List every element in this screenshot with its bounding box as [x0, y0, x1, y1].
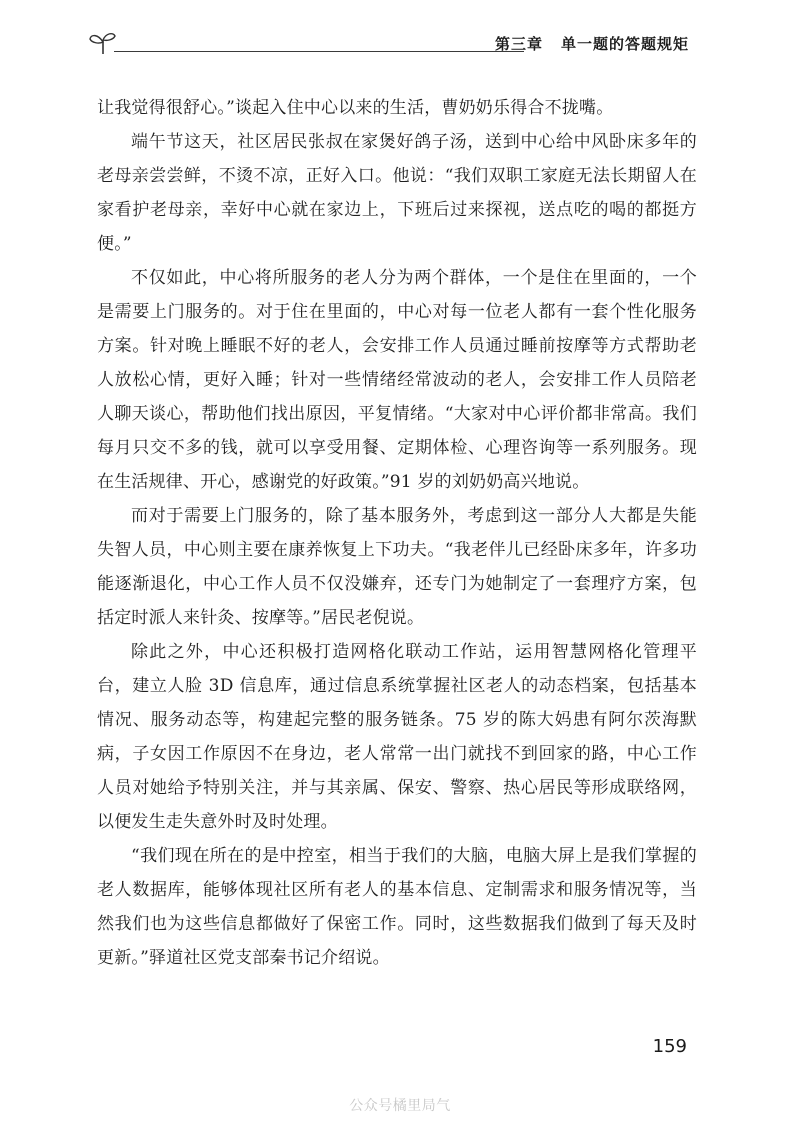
- body-text: [97, 91, 697, 975]
- page-number: 159: [652, 1036, 687, 1057]
- chapter-title: [495, 33, 689, 54]
- sprout-icon: [88, 30, 118, 56]
- section-title: 单一题的答题规矩: [561, 35, 690, 53]
- paragraph: “我们现在所在的是中控室，相当于我们的大脑，电脑大屏上是我们掌握的老人数据库，能够体现社区所有老人的基本信息、定制需求和服务情况等，当然我们也为这些信息都做好了保密工作。同时，这些数据我们做到了每天及时更新。”驿道社区党支部秦书记介绍说。: [97, 846, 697, 968]
- paragraph: 而对于需要上门服务的，除了基本服务外，考虑到这一部分人大都是失能失智人员，中心则主要在康养恢复上下功夫。“我老伴儿已经卧床多年，许多功能逐渐退化，中心工作人员不仅没嫌弃，还专门为她制定了一套理疗方案，包括定时派人来针灸、按摩等。”居民老倪说。: [97, 506, 697, 628]
- paragraph: 除此之外，中心还积极打造网格化联动工作站，运用智慧网格化管理平台，建立人脸 3D 信息库，通过信息系统掌握社区老人的动态档案，包括基本情况、服务动态等，构建起完整的服务链条。75 岁的陈大妈患有阿尔茨海默病，子女因工作原因不在身边，老人常常一出门就找不到回家的路，中心工作人员对她给予特别关注，并与其亲属、保安、警察、热心居民等形成联络网，以便发生走失意外时及时处理。: [97, 642, 697, 832]
- paragraph: 不仅如此，中心将所服务的老人分为两个群体，一个是住在里面的，一个是需要上门服务的。对于住在里面的，中心对每一位老人都有一套个性化服务方案。针对晚上睡眠不好的老人，会安排工作人员通过睡前按摩等方式帮助老人放松心情，更好入睡；针对一些情绪经常波动的老人，会安排工作人员陪老人聊天谈心，帮助他们找出原因，平复情绪。“大家对中心评价都非常高。我们每月只交不多的钱，就可以享受用餐、定期体检、心理咨询等一系列服务。现在生活规律、开心，感谢党的好政策。”91 岁的刘奶奶高兴地说。: [97, 268, 697, 492]
- running-header: [88, 30, 692, 60]
- paragraph: 端午节这天，社区居民张叔在家煲好鸽子汤，送到中心给中风卧床多年的老母亲尝尝鲜，不烫不凉，正好入口。他说：“我们双职工家庭无法长期留人在家看护老母亲，幸好中心就在家边上，下班后过来探视，送点吃的喝的都挺方便。”: [97, 132, 697, 254]
- chapter-number: 第三章: [495, 35, 544, 53]
- paragraph: 让我觉得很舒心。”谈起入住中心以来的生活，曹奶奶乐得合不拢嘴。: [97, 98, 614, 118]
- watermark: 公众号橘里局气: [349, 1098, 451, 1114]
- header-rule: [114, 51, 524, 52]
